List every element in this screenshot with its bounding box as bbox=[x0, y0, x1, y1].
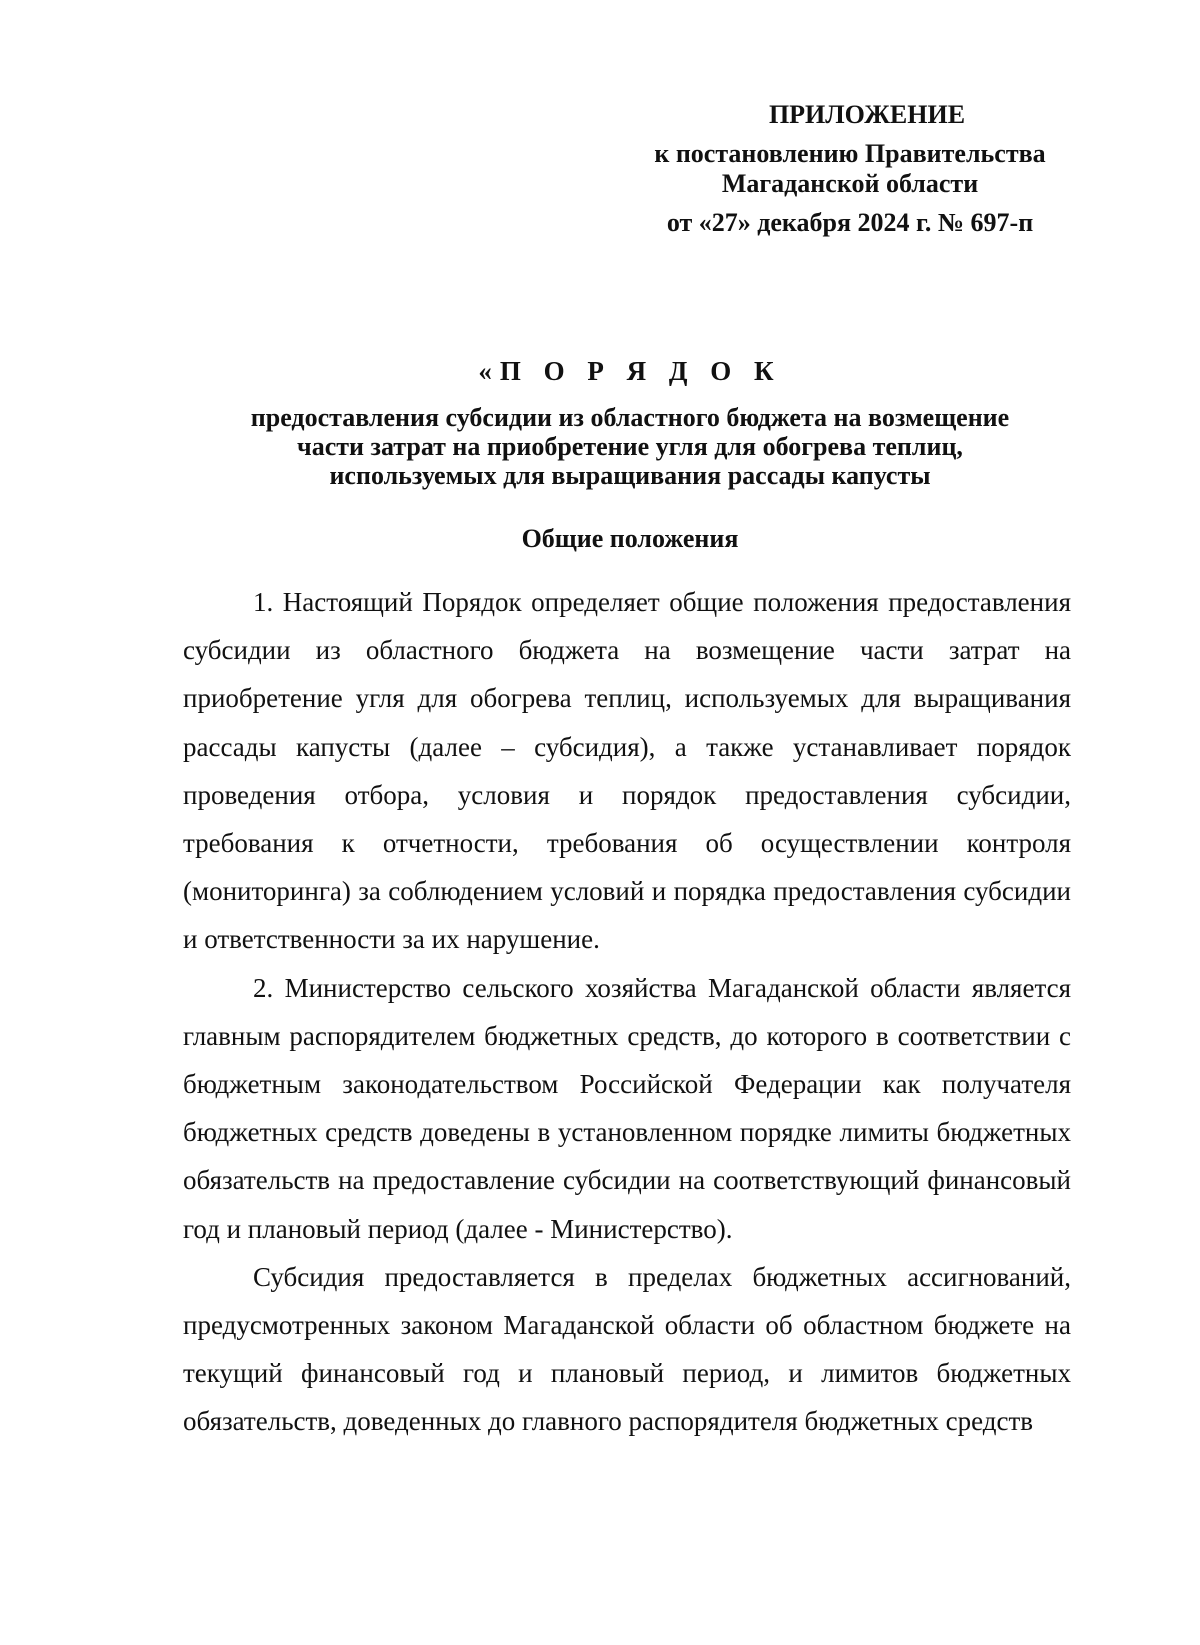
order-subtitle-line: используемых для выращивания рассады капусты bbox=[329, 461, 931, 490]
body-text bbox=[183, 578, 1071, 1446]
paragraph-2: 2. Министерство сельского хозяйства Магаданской области является главным распорядителем бюджетных средств, до которого в соответствии с бюджетным законодательством Российской Федерации как получателя бюджетных средств доведены в установленном порядке лимиты бюджетных обязательств на предоставление субсидии на соответствующий финансовый год и плановый период (далее - Министерство). bbox=[183, 972, 1071, 1244]
appendix-header bbox=[600, 100, 1100, 238]
paragraph-3: Субсидия предоставляется в пределах бюджетных ассигнований, предусмотренных законом Магаданской области об областном бюджете на текущий финансовый год и плановый период, и лимитов бюджетных обязательств, доведенных до главного распорядителя бюджетных средств bbox=[183, 1261, 1071, 1437]
section-heading: Общие положения bbox=[521, 524, 739, 553]
order-subtitle-line: предоставления субсидии из областного бюджета на возмещение bbox=[250, 403, 1010, 432]
order-subtitle bbox=[180, 403, 1080, 490]
paragraph-1: 1. Настоящий Порядок определяет общие положения предоставления субсидии из областного бюджета на возмещение части затрат на приобретение угля для обогрева теплиц, используемых для выращивания рассады капусты (далее – субсидия), а также устанавливает порядок проведения отбора, условия и порядок предоставления субсидии, требования к отчетности, требования об осуществлении контроля (мониторинга) за соблюдением условий и порядка предоставления субсидии и ответственности за их нарушение. bbox=[183, 587, 1071, 955]
appendix-line-1: к постановлению Правительства bbox=[654, 139, 1046, 168]
appendix-date: от «27» декабря 2024 г. № 697-п bbox=[666, 208, 1034, 237]
appendix-title: ПРИЛОЖЕНИЕ bbox=[768, 100, 966, 129]
order-title: «П О Р Я Д О К bbox=[478, 356, 782, 386]
order-header bbox=[180, 355, 1080, 554]
appendix-line-2: Магаданской области bbox=[721, 169, 979, 198]
order-subtitle-line: части затрат на приобретение угля для обогрева теплиц, bbox=[297, 432, 963, 461]
